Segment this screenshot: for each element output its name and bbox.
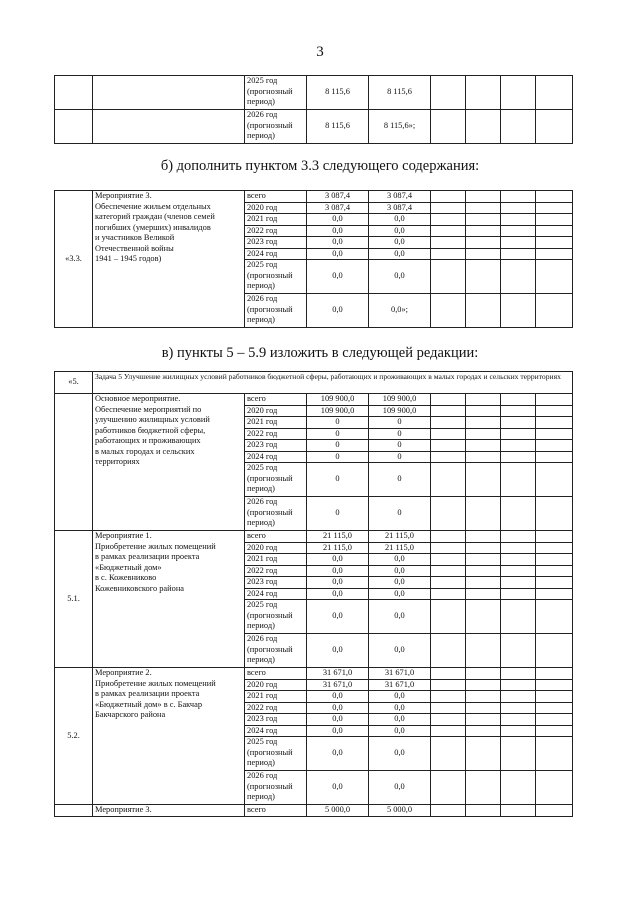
main-activity-name: Основное мероприятие. Обеспечение мероприятий по улучшению жилищных условий работников бюджетной сферы, работающих и проживающих в малых городах и сельских территориях [93, 394, 245, 531]
empty-cell [501, 451, 536, 463]
empty-cell [501, 191, 536, 203]
empty-cell [466, 725, 501, 737]
amount-regional: 0,0 [369, 691, 431, 703]
empty-cell [466, 405, 501, 417]
empty-cell [501, 202, 536, 214]
item-3-3-name: Мероприятие 3. Обеспечение жильем отдельных категорий граждан (членов семей погибших (умерших) инвалидов и участников Великой Отечественной войны 1941 – 1945 годов) [93, 191, 245, 328]
empty-cell [466, 76, 501, 110]
empty-cell [536, 679, 573, 691]
empty-cell [431, 76, 466, 110]
year-cell: 2022 год [245, 428, 307, 440]
amount-total: 0,0 [307, 214, 369, 226]
amount-regional: 109 900,0 [369, 405, 431, 417]
budget-table-continuation [54, 75, 573, 144]
empty-cell [536, 725, 573, 737]
year-cell: всего [245, 668, 307, 680]
empty-cell [466, 497, 501, 531]
empty-cell [466, 394, 501, 406]
empty-cell [501, 634, 536, 668]
empty-cell [501, 542, 536, 554]
empty-cell [536, 588, 573, 600]
year-cell: 2026 год (прогнозный период) [245, 634, 307, 668]
amount-regional: 0 [369, 451, 431, 463]
empty-cell [431, 588, 466, 600]
empty-cell [431, 668, 466, 680]
amount-total: 0,0 [307, 554, 369, 566]
empty-cell [466, 542, 501, 554]
amount-total: 0 [307, 417, 369, 429]
amount-total: 21 115,0 [307, 542, 369, 554]
year-cell: 2023 год [245, 440, 307, 452]
amount-total: 8 115,6 [307, 76, 369, 110]
empty-cell [536, 202, 573, 214]
empty-cell [501, 417, 536, 429]
empty-cell [536, 76, 573, 110]
empty-cell [501, 805, 536, 817]
amount-regional: 0 [369, 497, 431, 531]
empty-cell [536, 394, 573, 406]
year-cell: 2025 год (прогнозный период) [245, 737, 307, 771]
empty-cell [536, 497, 573, 531]
empty-cell [536, 440, 573, 452]
year-cell: 2026 год (прогнозный период) [245, 110, 307, 144]
amount-total: 3 087,4 [307, 202, 369, 214]
amount-total: 0,0 [307, 260, 369, 294]
activity-3-row [55, 805, 573, 817]
amount-total: 0,0 [307, 577, 369, 589]
empty-cell [501, 668, 536, 680]
amount-regional: 0,0 [369, 225, 431, 237]
empty-cell [431, 225, 466, 237]
amount-total: 31 671,0 [307, 679, 369, 691]
empty-cell [536, 237, 573, 249]
empty-cell [431, 577, 466, 589]
activity-5-2-row [55, 668, 573, 680]
amount-regional: 0 [369, 417, 431, 429]
amount-regional: 21 115,0 [369, 531, 431, 543]
empty-cell [501, 702, 536, 714]
year-cell: 2022 год [245, 565, 307, 577]
empty-cell [431, 417, 466, 429]
amount-regional: 0,0 [369, 565, 431, 577]
empty-cell [536, 451, 573, 463]
empty-cell [431, 714, 466, 726]
empty-cell [536, 805, 573, 817]
empty-cell [466, 771, 501, 805]
year-cell: 2020 год [245, 202, 307, 214]
empty-cell [501, 225, 536, 237]
activity-5-2-number: 5.2. [55, 668, 93, 805]
amount-total: 0,0 [307, 771, 369, 805]
empty-cell [466, 110, 501, 144]
empty-cell [466, 737, 501, 771]
empty-cell [536, 565, 573, 577]
amount-total: 5 000,0 [307, 805, 369, 817]
amount-regional: 21 115,0 [369, 542, 431, 554]
amount-total: 0 [307, 440, 369, 452]
year-cell: всего [245, 805, 307, 817]
main-activity-row [55, 394, 573, 406]
amount-total: 0,0 [307, 248, 369, 260]
task-title: Задача 5 Улучшение жилищных условий работников бюджетной сферы, работающих и проживающих в малых городах и сельских территориях [93, 372, 573, 394]
empty-cell [536, 771, 573, 805]
empty-cell [466, 214, 501, 226]
main-activity-number [55, 394, 93, 531]
empty-cell [536, 417, 573, 429]
year-cell: 2021 год [245, 417, 307, 429]
amount-total: 0,0 [307, 702, 369, 714]
amount-regional: 8 115,6 [369, 76, 431, 110]
empty-cell [501, 237, 536, 249]
amount-regional: 0,0 [369, 714, 431, 726]
empty-cell [466, 451, 501, 463]
empty-cell [536, 463, 573, 497]
year-cell: 2020 год [245, 679, 307, 691]
year-cell: 2024 год [245, 451, 307, 463]
amount-regional: 0,0 [369, 737, 431, 771]
year-cell: 2026 год (прогнозный период) [245, 771, 307, 805]
empty-cell [536, 737, 573, 771]
empty-cell [466, 237, 501, 249]
empty-cell [536, 714, 573, 726]
empty-cell [466, 577, 501, 589]
year-cell: 2020 год [245, 405, 307, 417]
year-cell: 2025 год (прогнозный период) [245, 76, 307, 110]
budget-table-3-3 [54, 190, 573, 328]
empty-cell [536, 577, 573, 589]
amount-regional: 31 671,0 [369, 679, 431, 691]
empty-cell [431, 531, 466, 543]
amount-total: 0,0 [307, 737, 369, 771]
empty-cell [431, 237, 466, 249]
year-cell: 2026 год (прогнозный период) [245, 497, 307, 531]
row-number [55, 76, 93, 110]
empty-cell [431, 294, 466, 328]
empty-cell [501, 260, 536, 294]
amount-total: 3 087,4 [307, 191, 369, 203]
empty-cell [501, 76, 536, 110]
year-cell: 2021 год [245, 554, 307, 566]
empty-cell [431, 737, 466, 771]
amount-regional: 0,0 [369, 260, 431, 294]
amount-regional: 0 [369, 428, 431, 440]
amount-regional: 3 087,4 [369, 202, 431, 214]
empty-cell [536, 691, 573, 703]
amount-total: 109 900,0 [307, 394, 369, 406]
empty-cell [501, 405, 536, 417]
empty-cell [431, 202, 466, 214]
empty-cell [431, 248, 466, 260]
amount-total: 0,0 [307, 714, 369, 726]
empty-cell [431, 214, 466, 226]
empty-cell [501, 110, 536, 144]
empty-cell [501, 463, 536, 497]
empty-cell [431, 394, 466, 406]
item-3-3-row [55, 191, 573, 203]
amount-total: 0,0 [307, 294, 369, 328]
item-3-3-number: «3.3. [55, 191, 93, 328]
amount-regional: 109 900,0 [369, 394, 431, 406]
empty-cell [501, 214, 536, 226]
empty-cell [501, 771, 536, 805]
activity-5-2-name: Мероприятие 2. Приобретение жилых помещений в рамках реализации проекта «Бюджетный дом» в с. Бакчар Бакчарского района [93, 668, 245, 805]
empty-cell [466, 202, 501, 214]
task-5-header-row [55, 372, 573, 394]
amount-regional: 0,0 [369, 577, 431, 589]
empty-cell [431, 805, 466, 817]
empty-cell [466, 679, 501, 691]
empty-cell [501, 600, 536, 634]
empty-cell [501, 588, 536, 600]
empty-cell [501, 714, 536, 726]
empty-cell [501, 531, 536, 543]
empty-cell [431, 451, 466, 463]
amount-regional: 0,0 [369, 237, 431, 249]
empty-cell [466, 691, 501, 703]
empty-cell [536, 214, 573, 226]
amount-regional: 0,0 [369, 248, 431, 260]
year-cell: 2024 год [245, 725, 307, 737]
empty-cell [536, 191, 573, 203]
empty-cell [466, 702, 501, 714]
heading-v: в) пункты 5 – 5.9 изложить в следующей редакции: [161, 345, 479, 361]
empty-cell [501, 294, 536, 328]
year-cell: 2023 год [245, 714, 307, 726]
amount-regional: 0,0 [369, 600, 431, 634]
empty-cell [501, 565, 536, 577]
empty-cell [501, 428, 536, 440]
year-cell: 2025 год (прогнозный период) [245, 260, 307, 294]
amount-regional: 8 115,6»; [369, 110, 431, 144]
empty-cell [431, 110, 466, 144]
empty-cell [431, 554, 466, 566]
empty-cell [501, 394, 536, 406]
amount-regional: 0,0 [369, 634, 431, 668]
year-cell: 2020 год [245, 542, 307, 554]
empty-cell [431, 260, 466, 294]
year-cell: всего [245, 394, 307, 406]
empty-cell [431, 771, 466, 805]
empty-cell [466, 531, 501, 543]
empty-cell [466, 248, 501, 260]
empty-cell [431, 191, 466, 203]
empty-cell [536, 702, 573, 714]
activity-5-1-row [55, 531, 573, 543]
empty-cell [536, 554, 573, 566]
amount-regional: 0,0 [369, 725, 431, 737]
empty-cell [501, 725, 536, 737]
empty-cell [536, 248, 573, 260]
amount-regional: 31 671,0 [369, 668, 431, 680]
year-cell: 2024 год [245, 588, 307, 600]
empty-cell [536, 294, 573, 328]
amount-total: 0,0 [307, 225, 369, 237]
year-cell: 2024 год [245, 248, 307, 260]
empty-cell [431, 463, 466, 497]
year-cell: 2022 год [245, 225, 307, 237]
empty-cell [431, 600, 466, 634]
empty-cell [536, 600, 573, 634]
empty-cell [466, 554, 501, 566]
empty-cell [536, 405, 573, 417]
activity-3-name: Мероприятие 3. [93, 805, 245, 817]
continuation-row [55, 76, 573, 110]
year-cell: 2023 год [245, 237, 307, 249]
amount-total: 0 [307, 428, 369, 440]
empty-cell [536, 542, 573, 554]
amount-regional: 0,0 [369, 554, 431, 566]
year-cell: 2022 год [245, 702, 307, 714]
empty-cell [536, 225, 573, 237]
year-cell: 2025 год (прогнозный период) [245, 600, 307, 634]
empty-cell [466, 294, 501, 328]
empty-cell [466, 600, 501, 634]
amount-total: 0 [307, 497, 369, 531]
year-cell: 2021 год [245, 691, 307, 703]
empty-cell [501, 440, 536, 452]
amount-regional: 0,0 [369, 214, 431, 226]
amount-total: 0,0 [307, 634, 369, 668]
row-name [93, 110, 245, 144]
empty-cell [431, 405, 466, 417]
amount-total: 0 [307, 451, 369, 463]
amount-total: 0,0 [307, 691, 369, 703]
empty-cell [536, 668, 573, 680]
empty-cell [501, 248, 536, 260]
amount-total: 31 671,0 [307, 668, 369, 680]
empty-cell [536, 260, 573, 294]
empty-cell [466, 668, 501, 680]
empty-cell [431, 691, 466, 703]
empty-cell [431, 679, 466, 691]
amount-regional: 3 087,4 [369, 191, 431, 203]
row-number [55, 110, 93, 144]
activity-3-number [55, 805, 93, 817]
activity-5-1-name: Мероприятие 1. Приобретение жилых помещений в рамках реализации проекта «Бюджетный дом» в с. Кожевниково Кожевниковского района [93, 531, 245, 668]
empty-cell [431, 565, 466, 577]
empty-cell [501, 691, 536, 703]
empty-cell [466, 191, 501, 203]
year-cell: всего [245, 191, 307, 203]
empty-cell [431, 542, 466, 554]
empty-cell [501, 497, 536, 531]
amount-regional: 5 000,0 [369, 805, 431, 817]
amount-regional: 0 [369, 463, 431, 497]
empty-cell [466, 805, 501, 817]
empty-cell [431, 725, 466, 737]
empty-cell [536, 634, 573, 668]
amount-total: 0 [307, 463, 369, 497]
amount-total: 0,0 [307, 565, 369, 577]
empty-cell [536, 428, 573, 440]
amount-total: 0,0 [307, 237, 369, 249]
year-cell: всего [245, 531, 307, 543]
empty-cell [536, 531, 573, 543]
empty-cell [431, 497, 466, 531]
empty-cell [536, 110, 573, 144]
year-cell: 2025 год (прогнозный период) [245, 463, 307, 497]
empty-cell [501, 577, 536, 589]
heading-b: б) дополнить пунктом 3.3 следующего содержания: [160, 158, 480, 174]
empty-cell [466, 440, 501, 452]
amount-total: 0,0 [307, 588, 369, 600]
activity-5-1-number: 5.1. [55, 531, 93, 668]
empty-cell [466, 588, 501, 600]
amount-total: 0,0 [307, 600, 369, 634]
amount-regional: 0 [369, 440, 431, 452]
amount-total: 21 115,0 [307, 531, 369, 543]
empty-cell [466, 565, 501, 577]
page-number: 3 [316, 44, 324, 60]
budget-table-task-5 [54, 371, 573, 817]
empty-cell [431, 440, 466, 452]
empty-cell [501, 554, 536, 566]
amount-regional: 0,0 [369, 771, 431, 805]
year-cell: 2026 год (прогнозный период) [245, 294, 307, 328]
empty-cell [466, 634, 501, 668]
empty-cell [466, 463, 501, 497]
amount-total: 8 115,6 [307, 110, 369, 144]
empty-cell [501, 737, 536, 771]
empty-cell [466, 225, 501, 237]
empty-cell [431, 428, 466, 440]
task-number: «5. [55, 372, 93, 394]
empty-cell [431, 634, 466, 668]
amount-regional: 0,0»; [369, 294, 431, 328]
amount-total: 0,0 [307, 725, 369, 737]
amount-total: 109 900,0 [307, 405, 369, 417]
row-name [93, 76, 245, 110]
empty-cell [466, 428, 501, 440]
continuation-row [55, 110, 573, 144]
empty-cell [466, 714, 501, 726]
year-cell: 2023 год [245, 577, 307, 589]
empty-cell [466, 417, 501, 429]
amount-regional: 0,0 [369, 588, 431, 600]
amount-regional: 0,0 [369, 702, 431, 714]
empty-cell [501, 679, 536, 691]
empty-cell [431, 702, 466, 714]
year-cell: 2021 год [245, 214, 307, 226]
empty-cell [466, 260, 501, 294]
